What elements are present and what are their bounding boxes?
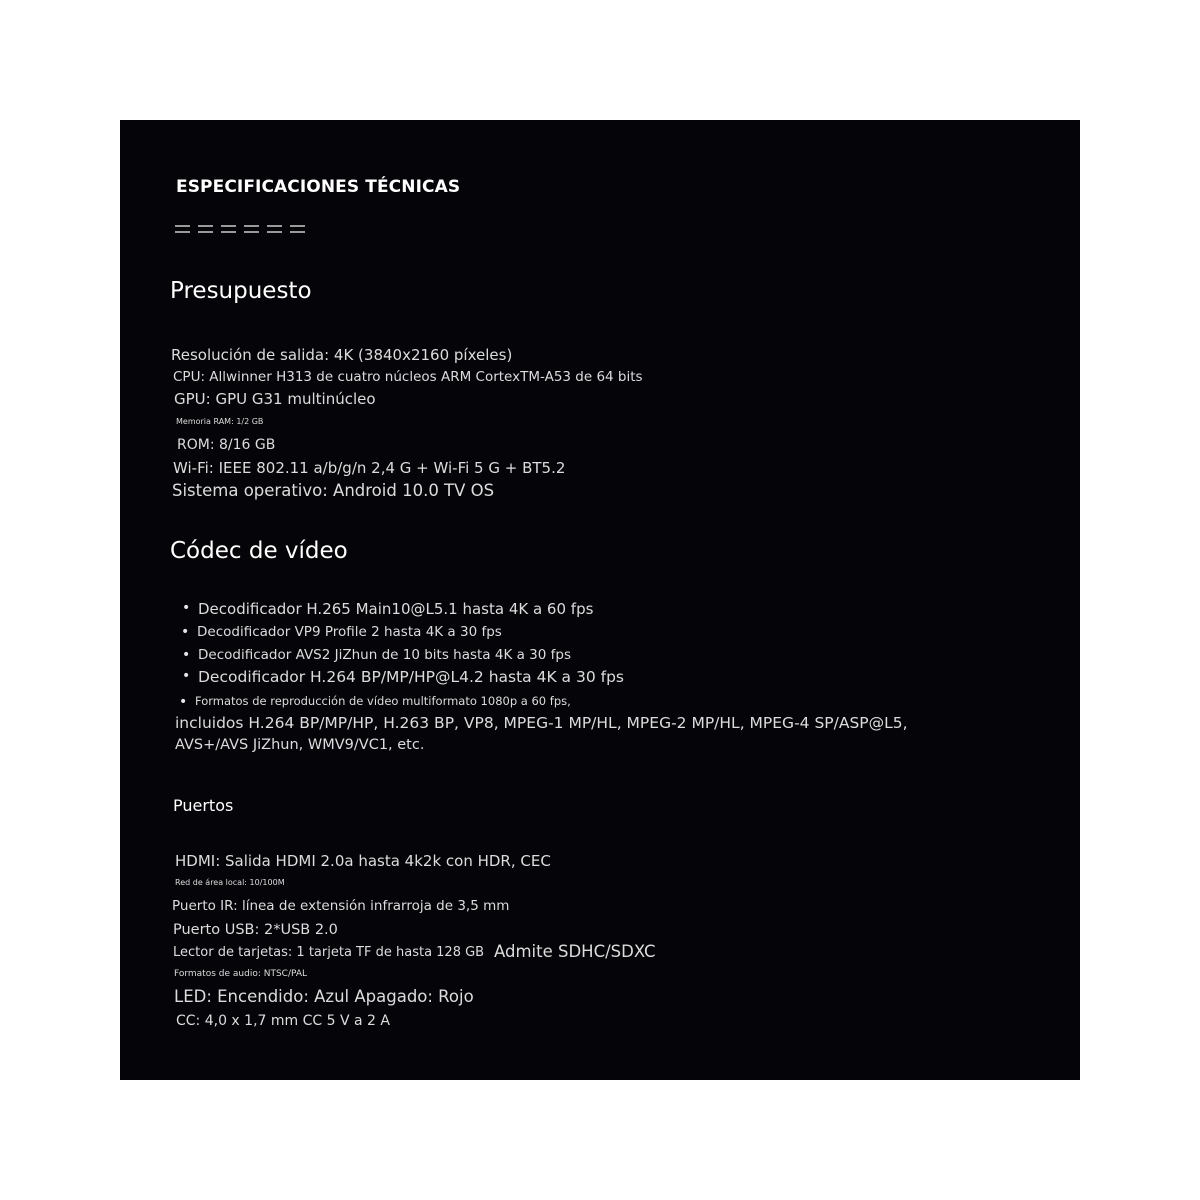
spec-ir-port: Puerto IR: línea de extensión infrarroja de 3,5 mm (172, 898, 510, 914)
spec-usb-port: Puerto USB: 2*USB 2.0 (173, 922, 338, 938)
list-item: • Decodificador AVS2 JiZhun de 10 bits hasta 4K a 30 fps (198, 647, 571, 663)
spec-audio-formats: Formatos de audio: NTSC/PAL (174, 969, 307, 979)
list-item: • Formatos de reproducción de vídeo multiformato 1080p a 60 fps, (195, 694, 571, 708)
codec-formats-line-1: incluidos H.264 BP/MP/HP, H.263 BP, VP8, MPEG-1 MP/HL, MPEG-2 MP/HL, MPEG-4 SP/ASP@L5, (175, 714, 908, 732)
spec-lan: Red de área local: 10/100M (175, 878, 285, 887)
spec-cpu: CPU: Allwinner H313 de cuatro núcleos ARM CortexTM-A53 de 64 bits (173, 369, 643, 385)
spec-card-reader: Lector de tarjetas: 1 tarjeta TF de hasta 128 GB (173, 945, 485, 960)
list-item: • Decodificador H.265 Main10@L5.1 hasta 4K a 60 fps (198, 600, 593, 618)
spec-os: Sistema operativo: Android 10.0 TV OS (172, 481, 495, 500)
section-title-ports: Puertos (173, 796, 234, 815)
codec-formats-line-2: AVS+/AVS JiZhun, WMV9/VC1, etc. (175, 737, 425, 753)
section-title-budget: Presupuesto (170, 278, 312, 304)
spec-hdmi: HDMI: Salida HDMI 2.0a hasta 4k2k con HDR, CEC (175, 852, 551, 870)
spec-wifi: Wi-Fi: IEEE 802.11 a/b/g/n 2,4 G + Wi-Fi 5 G + BT5.2 (173, 459, 566, 477)
spec-gpu: GPU: GPU G31 multinúcleo (174, 390, 376, 408)
spec-output-resolution: Resolución de salida: 4K (3840x2160 píxeles) (171, 346, 513, 364)
spec-panel (120, 120, 1080, 1080)
spec-dc-power: CC: 4,0 x 1,7 mm CC 5 V a 2 A (176, 1013, 390, 1029)
list-item: • Decodificador VP9 Profile 2 hasta 4K a 30 fps (197, 624, 502, 640)
spec-card-support: Admite SDHC/SDXC (494, 942, 656, 961)
page-title: ESPECIFICACIONES TÉCNICAS (176, 177, 461, 197)
spec-led: LED: Encendido: Azul Apagado: Rojo (174, 987, 474, 1006)
spec-rom: ROM: 8/16 GB (177, 437, 276, 453)
title-underline-divider (175, 223, 315, 235)
section-title-video-codec: Códec de vídeo (170, 538, 348, 564)
spec-ram: Memoria RAM: 1/2 GB (176, 417, 264, 426)
list-item: • Decodificador H.264 BP/MP/HP@L4.2 hasta 4K a 30 fps (198, 668, 624, 686)
